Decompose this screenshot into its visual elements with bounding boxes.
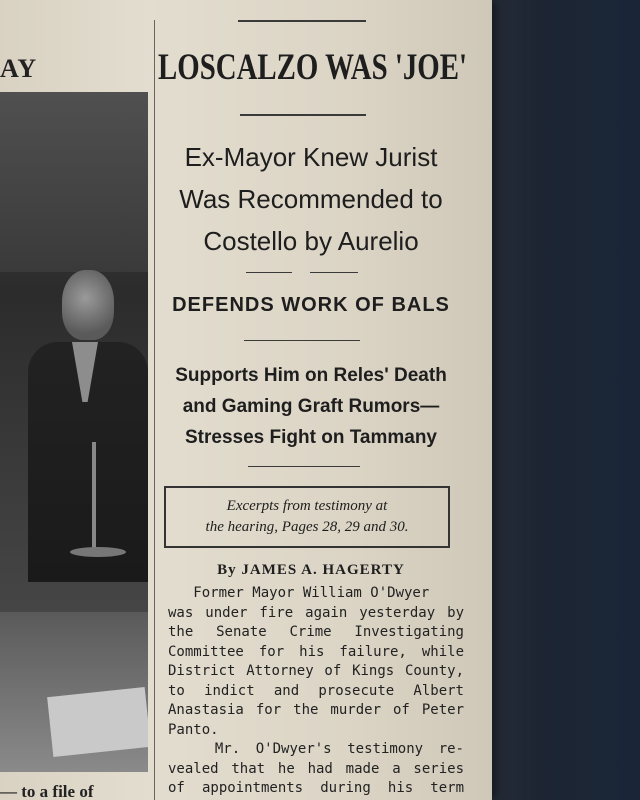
- body-line: of appointments during his term: [168, 780, 464, 796]
- top-rule: [238, 20, 366, 22]
- body-line: Mr. O'Dwyer's testimony re-: [168, 741, 464, 757]
- article-body: [168, 584, 464, 799]
- photo-wall: [0, 92, 148, 272]
- deck-3: [158, 360, 464, 453]
- body-line: to indict and prosecute Albert: [168, 682, 464, 699]
- body-line: Panto.: [168, 721, 219, 738]
- deck-2-rule: [244, 340, 360, 341]
- body-line: was under fire again yesterday by: [168, 604, 464, 621]
- deck-3-line: Supports Him on Reles' Death: [175, 365, 447, 386]
- photo-microphone: [92, 442, 96, 552]
- deck-3-line: Stresses Fight on Tammany: [185, 427, 437, 448]
- deck-3-rule: [248, 466, 360, 467]
- excerpt-line: Excerpts from testimony at: [226, 498, 388, 514]
- deck-rule-right: [310, 272, 358, 273]
- excerpt-line: the hearing, Pages 28, 29 and 30.: [205, 519, 409, 535]
- deck-2: DEFENDS WORK OF BALS: [172, 294, 450, 316]
- byline: By JAMES A. HAGERTY: [217, 562, 405, 578]
- body-line: Anastasia for the murder of Peter: [168, 702, 464, 718]
- partial-heading: AY: [0, 54, 38, 83]
- photo-papers: [47, 687, 148, 757]
- headline-rule: [240, 114, 366, 116]
- body-line: Former Mayor William O'Dwyer: [168, 585, 430, 601]
- body-line: Committee for his failure, while: [168, 643, 464, 660]
- article-column: [158, 0, 468, 800]
- body-line: vealed that he had made a series: [168, 760, 464, 777]
- deck-rule-left: [246, 272, 292, 273]
- headline: LOSCALZO WAS 'JOE': [158, 47, 468, 88]
- deck-1-line: Costello by Aurelio: [203, 226, 419, 256]
- deck-1: [158, 136, 464, 262]
- column-rule: [154, 20, 155, 800]
- news-photo: [0, 92, 148, 772]
- left-column: [0, 0, 152, 800]
- background-dark-area: [470, 0, 640, 800]
- photo-microphone-base: [70, 547, 126, 557]
- photo-caption: — to a file of: [0, 782, 94, 800]
- excerpt-box: [164, 486, 450, 548]
- deck-1-line: Was Recommended to: [179, 184, 443, 214]
- deck-1-line: Ex-Mayor Knew Jurist: [184, 142, 438, 172]
- body-line: District Attorney of Kings County,: [168, 663, 464, 679]
- deck-3-line: and Gaming Graft Rumors—: [182, 396, 440, 417]
- body-line: the Senate Crime Investigating: [168, 624, 464, 640]
- photo-figure-head: [62, 270, 114, 340]
